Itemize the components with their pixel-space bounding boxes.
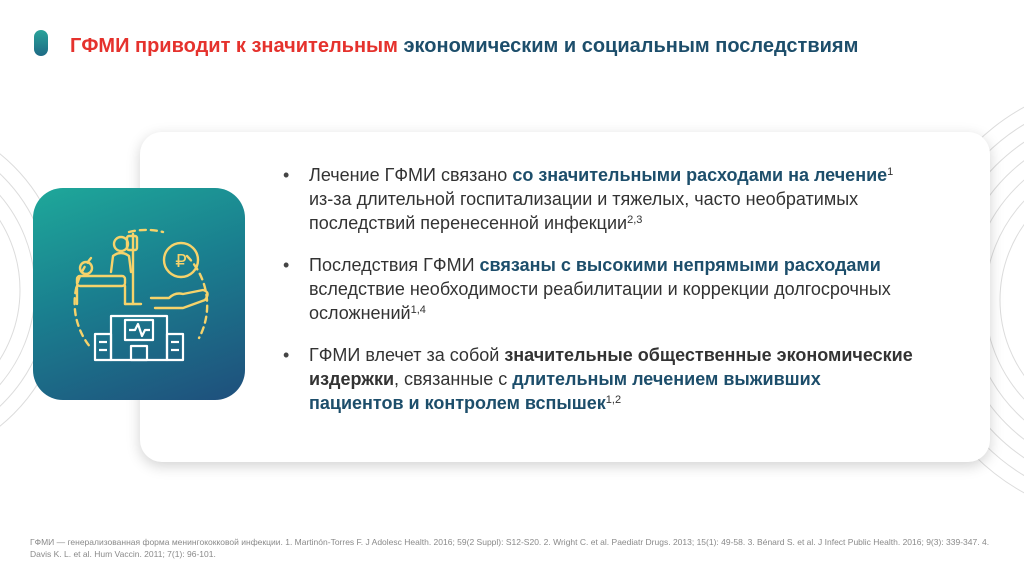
bullet-item-societal-costs: • ГФМИ влечет за собой значительные общественные экономические издержки, связанные с длительным лечением выживших пациентов и контролем вспышек$^{1,2}$	[283, 345, 913, 413]
bullet-list	[283, 163, 913, 433]
currency-symbol: ₽	[175, 251, 187, 272]
bullet-dot: •	[283, 255, 290, 275]
bullet-dot: •	[283, 165, 290, 185]
icon-tile	[33, 188, 245, 400]
page-title	[70, 32, 890, 60]
title-rest: экономическим и социальным последствиям	[397, 35, 859, 57]
healthcare-cost-icon	[33, 188, 245, 400]
title-highlight: ГФМИ приводит к значительным	[70, 35, 398, 57]
footnote-references: ГФМИ — генерализованная форма менингококковой инфекции. 1. Martinón-Torres F. J Adolesc Health. 2016; 59(2 Suppl): S12-S20. 2. Wright C. et al. Paediatr Drugs. 2013; 15(1): 49-58. 3. Bénard S. et al. J Infect Public Health. 2016; 9(3): 339-347. 4. Davis K. L. et al. Hum Vaccin. 2011; 7(1): 96-101.	[30, 537, 990, 559]
bullet-item-treatment-costs: • Лечение ГФМИ связано со значительными расходами на лечение$^1$ из-за длительной госпитализации и тяжелых, часто необратимых последствий перенесенной инфекции$^{2,3}$	[283, 165, 894, 233]
bullet-dot: •	[283, 345, 290, 365]
title-accent-pill	[34, 30, 48, 56]
bullet-item-indirect-costs: • Последствия ГФМИ связаны с высокими непрямыми расходами вследствие необходимости реабилитации и коррекции долгосрочных осложнений$^{1,4}$	[283, 255, 891, 323]
